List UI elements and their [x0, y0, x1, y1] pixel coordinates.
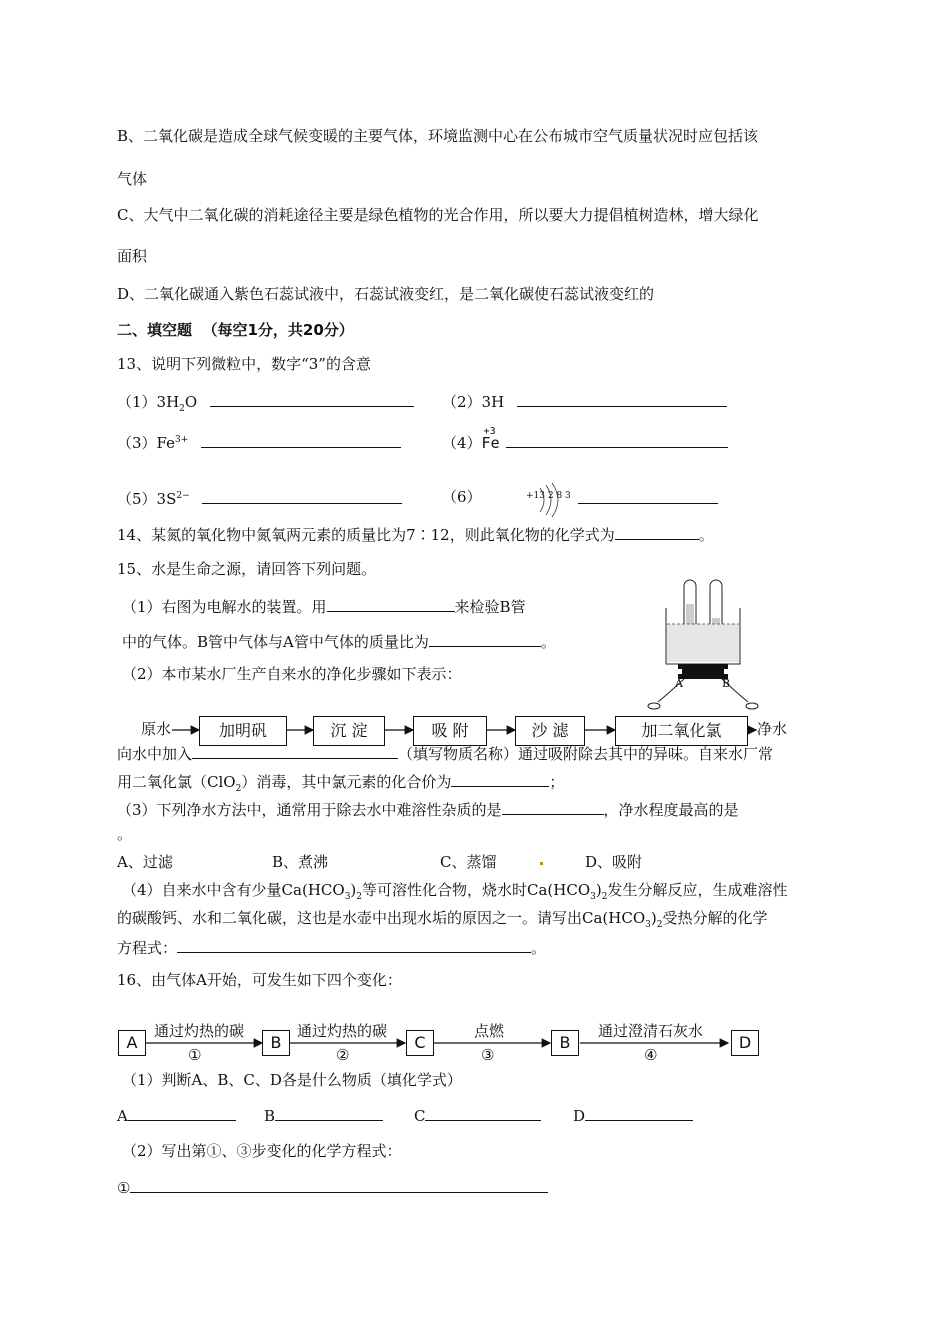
arrow3-label: 点燃 — [474, 1022, 505, 1040]
q13-stem: 13、说明下列微粒中，数字“3”的含意 — [117, 355, 371, 373]
answer-blank[interactable] — [128, 1104, 236, 1121]
q15-part4-b: 的碳酸钙、水和二氧化碳，这也是水壶中出现水垢的原因之一。请写出$Ca(HCO_3)_2$受热分解的化学 — [117, 909, 768, 930]
flow-start: 原水 — [141, 720, 172, 738]
q16-box-d: D — [731, 1030, 759, 1056]
q15-part3-end: 。 — [117, 825, 133, 843]
q14: 14、某氮的氧化物中氮氧两元素的质量比为7∶12，则此氧化物的化学式为 。 — [117, 523, 714, 545]
q16-part2: （2）写出第①、③步变化的化学方程式： — [122, 1142, 402, 1160]
flow-step-1: 加明矾 — [199, 716, 287, 746]
q16-blank-d: D — [573, 1104, 693, 1126]
q13-part6: （6） — [442, 488, 482, 506]
q16-box-a: A — [118, 1030, 146, 1056]
q13-part1: $(1)3H_2O$ — [117, 390, 414, 412]
q16-blank-b: B — [264, 1104, 383, 1126]
q13-part4: （4） +3 Fe — [442, 431, 728, 453]
q16-box-b: B — [262, 1030, 290, 1056]
option-d-line1: D、二氧化碳通入紫色石蕊试液中，石蕊试液变红，是二氧化碳使石蕊试液变红的 — [117, 285, 655, 303]
answer-blank[interactable] — [425, 1104, 541, 1121]
q16-part1: （1）判断A、B、C、D各是什么物质（填化学式） — [122, 1071, 462, 1089]
option-c-line1: C、大气中二氧化碳的消耗途径主要是绿色植物的光合作用，所以要大力提倡植树造林，增大绿化 — [117, 206, 759, 224]
q15-part2-b: 用二氧化氯（ClO$_2$）消毒，其中氯元素的化合价为 ； — [117, 770, 564, 792]
arrow1-label: 通过灼热的碳 — [154, 1022, 245, 1040]
q16-blank-c: C — [414, 1104, 541, 1126]
q13-part2: （2）3H — [442, 390, 727, 412]
atom-label: +13 2 8 3 — [526, 491, 571, 501]
flow-end: 净水 — [757, 720, 788, 738]
arrow2-num: ② — [336, 1046, 350, 1064]
q16-stem: 16、由气体A开始，可发生如下四个变化： — [117, 971, 402, 989]
q15-part1-b: 中的气体。B管中气体与A管中气体的质量比为 。 — [122, 630, 556, 652]
q16-blank-a: A — [117, 1104, 236, 1126]
option-b-line2: 气体 — [117, 170, 148, 188]
option-c-line2: 面积 — [117, 247, 148, 265]
answer-blank[interactable] — [585, 1104, 693, 1121]
q15-option-a: A、过滤 — [117, 853, 173, 871]
q15-option-c: C、蒸馏 — [440, 853, 497, 871]
arrow1-num: ① — [188, 1046, 202, 1064]
q15-part2: （2）本市某水厂生产自来水的净化步骤如下表示： — [122, 665, 462, 683]
flow-step-5: 加二氧化氯 — [615, 716, 748, 746]
option-b-line1: B、二氧化碳是造成全球气候变暖的主要气体，环境监测中心在公布城市空气质量状况时应包括该 — [117, 127, 759, 145]
q15-part2-a: 向水中加入 （填写物质名称）通过吸附除去其中的异味。自来水厂常 — [117, 742, 773, 764]
answer-blank[interactable] — [275, 1104, 383, 1121]
q15-part4-c: 方程式： 。 — [117, 936, 546, 958]
tube-label-a: A — [675, 677, 683, 690]
q15-stem: 15、水是生命之源，请回答下列问题。 — [117, 560, 377, 578]
q16-box-c: C — [406, 1030, 434, 1056]
q15-option-b: B、煮沸 — [272, 853, 329, 871]
section-note: （每空1分，共20分） — [202, 321, 354, 339]
q15-part4-a: （4）自来水中含有少量$Ca(HCO_3)_2$等可溶性化合物，烧水时$Ca(HCO_3)_2$发生分解反应，生成难溶性 — [122, 881, 788, 902]
answer-blank[interactable] — [130, 1176, 548, 1193]
arrow4-label: 通过澄清石灰水 — [598, 1022, 704, 1040]
tube-label-b: B — [722, 677, 731, 690]
flow-step-2: 沉 淀 — [313, 716, 385, 746]
q16-box-b2: B — [551, 1030, 579, 1056]
arrow2-label: 通过灼热的碳 — [297, 1022, 388, 1040]
q16-eq1: ① — [117, 1176, 548, 1198]
flow-step-4: 沙 滤 — [515, 716, 585, 746]
q13-part5: $(5)3S^{2-}$ — [117, 487, 402, 509]
flow-step-3: 吸 附 — [413, 716, 487, 746]
q15-part3: （3）下列净水方法中，通常用于除去水中难溶性杂质的是 ，净水程度最高的是 — [117, 798, 739, 820]
arrow3-num: ③ — [481, 1046, 495, 1064]
section-title: 二、填空题 — [117, 321, 193, 339]
q13-part3: $(3)Fe^{3+}$ — [117, 431, 401, 453]
valence-mark: +3 — [483, 426, 496, 437]
q15-option-d: D、吸附 — [585, 853, 643, 871]
q15-part1-a: （1）右图为电解水的装置。用 来检验B管 — [122, 595, 526, 617]
arrow4-num: ④ — [644, 1046, 658, 1064]
